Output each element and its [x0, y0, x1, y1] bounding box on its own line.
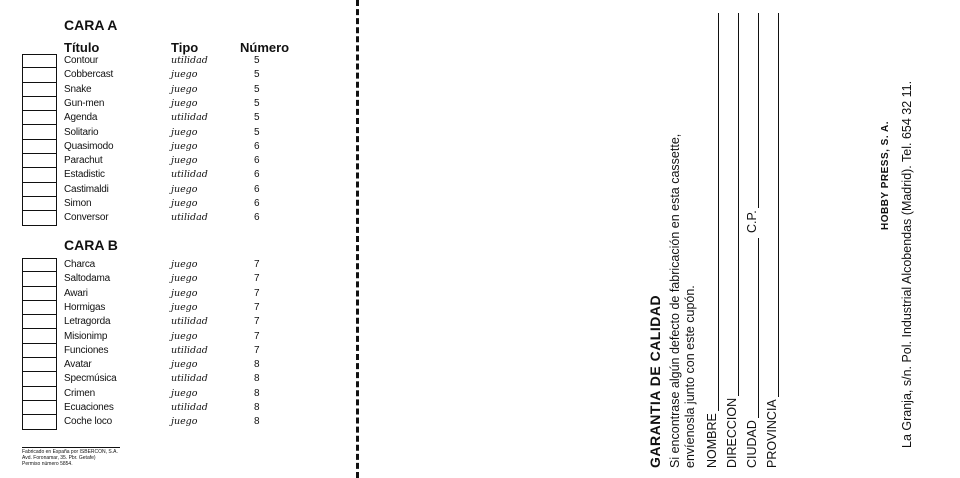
address-label: DIRECCION: [725, 397, 739, 468]
item-title: Crimen: [64, 387, 96, 399]
guarantee-text-line-2: envíenosla junto con este cupón.: [683, 285, 697, 468]
list-item: [64, 168, 274, 182]
item-type: juego: [171, 301, 198, 313]
item-type: utilidad: [171, 212, 208, 224]
item-title: Castimaldi: [64, 183, 109, 195]
item-type: juego: [171, 126, 198, 138]
checkbox[interactable]: [22, 83, 57, 97]
item-title: Hormigas: [64, 301, 106, 313]
item-title: Estadistic: [64, 169, 105, 181]
item-title: Gun-men: [64, 97, 105, 109]
item-title: Conversor: [64, 212, 109, 224]
item-title: Parachut: [64, 155, 103, 167]
list-item: [64, 272, 274, 286]
item-number: 7: [254, 301, 260, 313]
list-item: [64, 287, 274, 301]
list-item: [64, 197, 274, 211]
checkbox[interactable]: [22, 287, 57, 301]
item-title: Specmúsica: [64, 373, 117, 385]
item-number: 8: [254, 402, 260, 413]
item-number: 8: [254, 416, 260, 428]
checkbox[interactable]: [22, 111, 57, 125]
checkbox[interactable]: [22, 301, 57, 315]
checkbox[interactable]: [22, 154, 57, 168]
address-field[interactable]: [725, 13, 739, 468]
item-number: 5: [254, 55, 260, 66]
province-label: PROVINCIA: [765, 399, 779, 468]
item-number: 8: [254, 373, 260, 385]
item-number: 6: [254, 155, 260, 167]
item-type: juego: [171, 69, 198, 81]
item-title: Funciones: [64, 344, 109, 356]
city-label: CIUDAD: [745, 420, 759, 468]
item-type: juego: [171, 259, 198, 270]
checkbox[interactable]: [22, 54, 57, 68]
column-number-header: Número: [240, 40, 290, 55]
item-number: 7: [254, 344, 260, 356]
item-title: Solitario: [64, 126, 99, 138]
item-type: utilidad: [171, 344, 208, 356]
list-item: [64, 183, 274, 197]
checkbox[interactable]: [22, 97, 57, 111]
checkbox[interactable]: [22, 197, 57, 211]
list-item: [64, 83, 274, 97]
cut-line: [356, 0, 359, 478]
item-number: 5: [254, 83, 260, 95]
item-title: Charca: [64, 259, 96, 270]
imprint-line: Fabricado en España por ISBERCON, S.A.: [22, 449, 118, 455]
item-title: Ecuaciones: [64, 402, 114, 413]
item-type: utilidad: [171, 316, 208, 328]
manufacturer-imprint: [22, 447, 120, 467]
item-number: 5: [254, 126, 260, 138]
item-type: juego: [171, 273, 198, 285]
item-type: juego: [171, 97, 198, 109]
side-a-heading: CARA A: [64, 17, 118, 33]
item-type: juego: [171, 416, 198, 428]
list-item: [64, 111, 274, 125]
item-number: 6: [254, 198, 260, 209]
item-number: 7: [254, 259, 260, 270]
list-item: [64, 68, 274, 82]
list-item: [64, 372, 274, 386]
item-number: 5: [254, 97, 260, 109]
item-type: utilidad: [171, 402, 208, 413]
checkbox[interactable]: [22, 272, 57, 286]
item-type: juego: [171, 287, 198, 299]
publisher-address: La Granja, s/n. Pol. Industrial Alcobendas (Madrid). Tel. 654 32 11.: [900, 80, 914, 448]
item-title: Agenda: [64, 112, 98, 124]
column-type-header: Tipo: [171, 40, 199, 55]
item-number: 6: [254, 183, 260, 195]
item-title: Simon: [64, 198, 92, 209]
side-b-heading: CARA B: [64, 237, 118, 253]
list-item: [64, 387, 274, 401]
item-number: 7: [254, 273, 260, 285]
checkbox[interactable]: [22, 415, 57, 429]
item-number: 7: [254, 287, 260, 299]
side-a-checkbox-stack: [22, 54, 57, 226]
item-title: Avatar: [64, 359, 92, 371]
checkbox[interactable]: [22, 401, 57, 415]
item-type: utilidad: [171, 55, 208, 66]
list-item: [64, 330, 274, 344]
item-title: Letragorda: [64, 316, 111, 328]
item-number: 8: [254, 359, 260, 371]
publisher-name: HOBBY PRESS, S. A.: [880, 120, 891, 230]
list-item: [64, 140, 274, 154]
postal-code-field[interactable]: [745, 13, 759, 233]
item-type: juego: [171, 83, 198, 95]
checkbox[interactable]: [22, 183, 57, 197]
item-title: Coche loco: [64, 416, 113, 428]
item-type: juego: [171, 140, 198, 152]
checkbox[interactable]: [22, 211, 57, 225]
item-title: Quasimodo: [64, 140, 114, 152]
item-title: Misionimp: [64, 330, 108, 342]
name-field[interactable]: [705, 13, 719, 468]
item-number: 5: [254, 112, 260, 124]
item-type: juego: [171, 155, 198, 167]
list-item: [64, 415, 274, 429]
guarantee-coupon: [480, 0, 960, 478]
item-title: Contour: [64, 55, 99, 66]
guarantee-title: GARANTIA DE CALIDAD: [647, 294, 663, 468]
checkbox[interactable]: [22, 68, 57, 82]
list-item: [64, 258, 274, 272]
item-type: juego: [171, 359, 198, 371]
guarantee-text-line-1: Si encontrase algún defecto de fabricación en esta cassette,: [668, 133, 682, 468]
checkbox[interactable]: [22, 125, 57, 139]
item-number: 6: [254, 169, 260, 181]
checkbox[interactable]: [22, 140, 57, 154]
list-item: [64, 154, 274, 168]
list-item: [64, 344, 274, 358]
imprint-line: Avd. Foronamar, 35. Pbr. Getafe): [22, 455, 96, 461]
item-type: juego: [171, 183, 198, 195]
list-item: [64, 54, 274, 68]
item-number: 8: [254, 387, 260, 399]
city-field[interactable]: [745, 238, 759, 468]
item-type: juego: [171, 198, 198, 209]
item-title: Saltodama: [64, 273, 111, 285]
item-type: utilidad: [171, 169, 208, 181]
item-type: juego: [171, 330, 198, 342]
column-title-header: Título: [64, 40, 100, 55]
list-item: [64, 211, 274, 225]
item-number: 7: [254, 330, 260, 342]
list-item: [64, 97, 274, 111]
list-item: [64, 315, 274, 329]
item-title: Awari: [64, 287, 88, 299]
checkbox[interactable]: [22, 344, 57, 358]
item-title: Snake: [64, 83, 92, 95]
item-type: utilidad: [171, 112, 208, 124]
item-title: Cobbercast: [64, 69, 114, 81]
list-item: [64, 401, 274, 415]
item-number: 5: [254, 69, 260, 81]
item-type: juego: [171, 387, 198, 399]
checkbox[interactable]: [22, 258, 57, 272]
postal-code-label: C.P.: [745, 210, 759, 233]
side-b-checkbox-stack: [22, 258, 57, 430]
item-type: utilidad: [171, 373, 208, 385]
item-number: 6: [254, 140, 260, 152]
checkbox[interactable]: [22, 358, 57, 372]
checkbox[interactable]: [22, 372, 57, 386]
imprint-line: Permiso número 5854.: [22, 461, 73, 467]
name-label: NOMBRE: [705, 413, 719, 468]
checkbox[interactable]: [22, 329, 57, 343]
item-number: 7: [254, 316, 260, 328]
item-number: 6: [254, 212, 260, 224]
province-field[interactable]: [765, 13, 779, 468]
list-item: [64, 126, 274, 140]
guarantee-text: [668, 13, 698, 468]
list-item: [64, 358, 274, 372]
list-item: [64, 301, 274, 315]
checkbox[interactable]: [22, 315, 57, 329]
checkbox[interactable]: [22, 387, 57, 401]
checkbox[interactable]: [22, 168, 57, 182]
